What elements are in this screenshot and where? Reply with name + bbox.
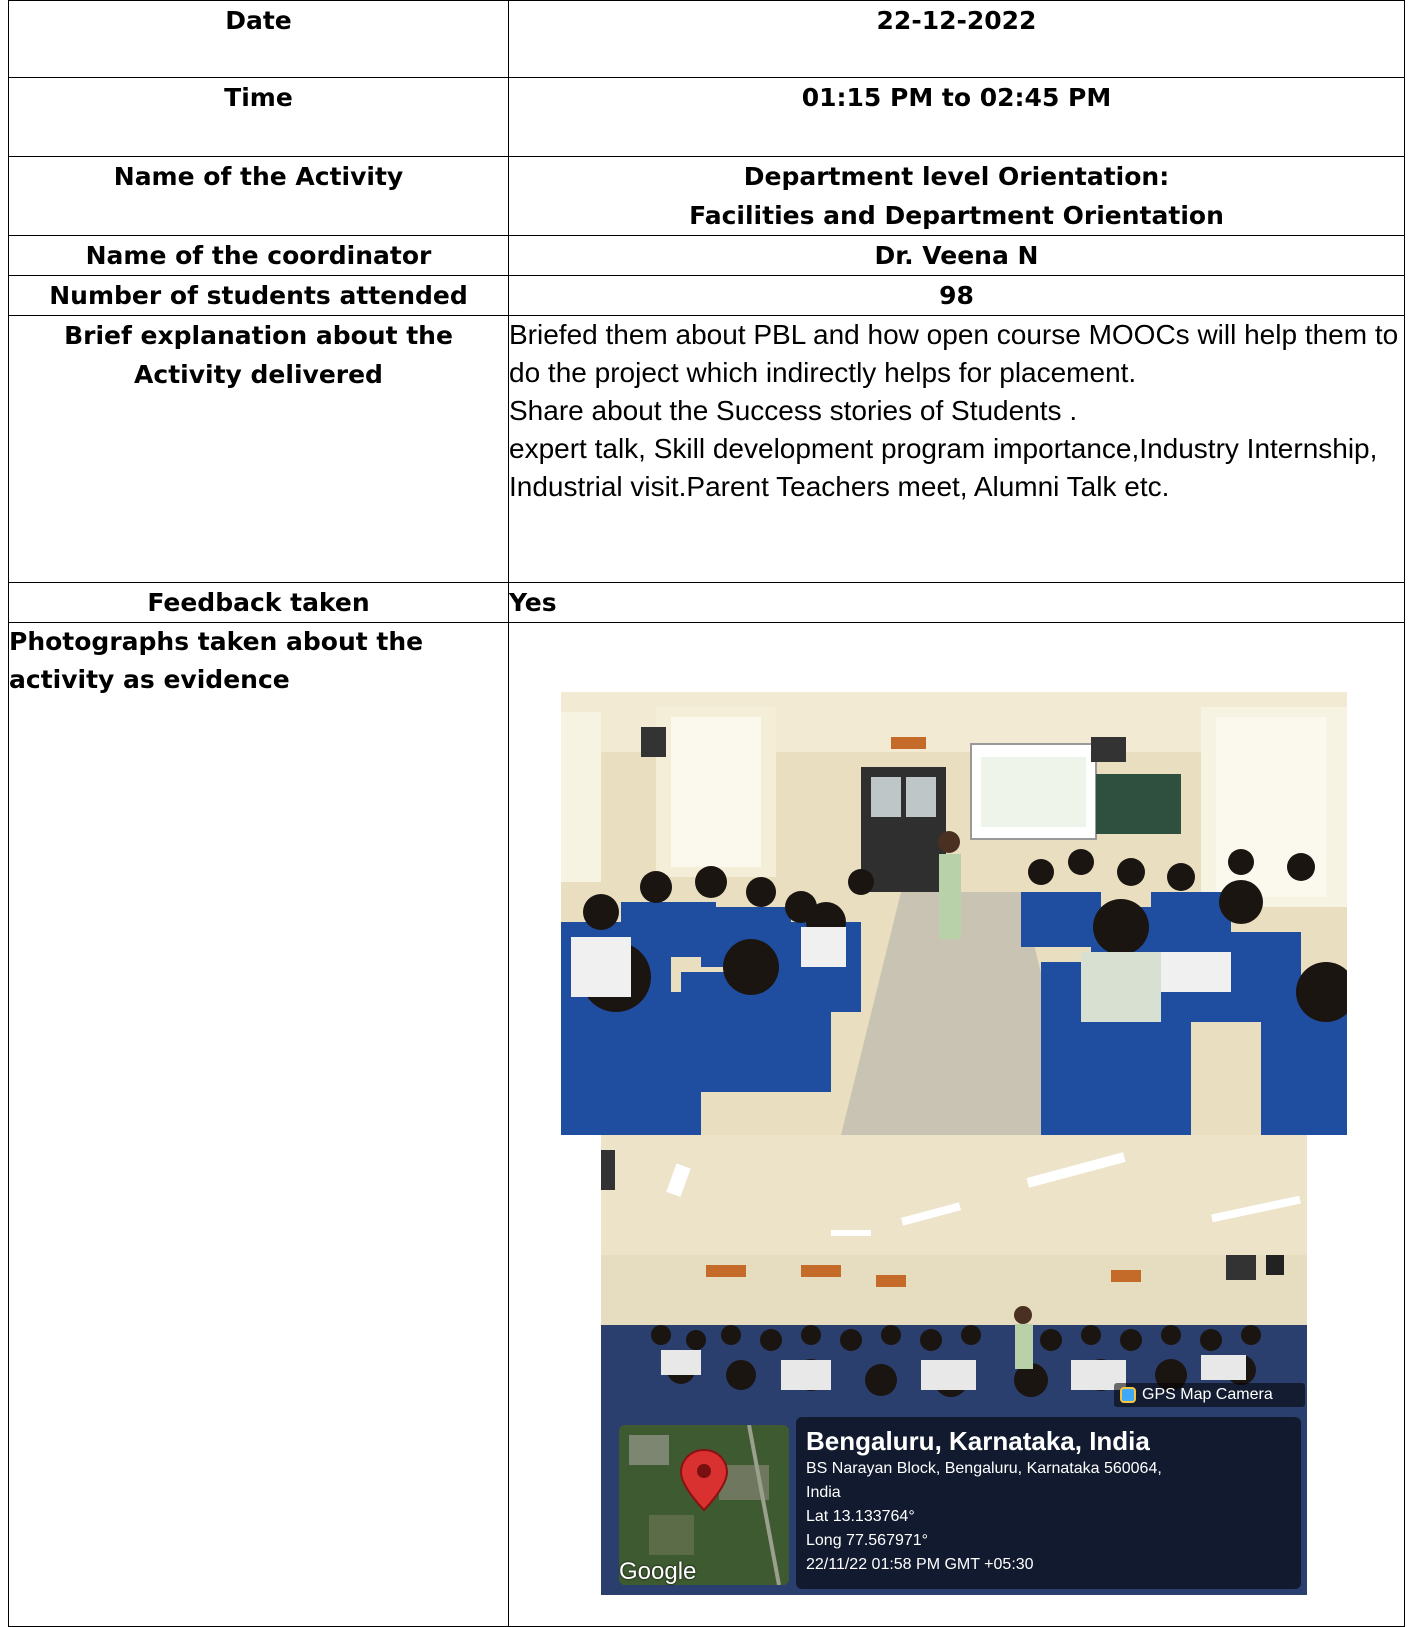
gps-address-line2: India	[806, 1484, 841, 1501]
activity-value	[509, 157, 1405, 236]
google-map-brand: Google	[619, 1558, 697, 1585]
explanation-label-line1: Brief explanation about the	[64, 321, 453, 350]
coordinator-value: Dr. Veena N	[509, 236, 1405, 276]
explanation-label	[9, 316, 509, 583]
time-label: Time	[9, 78, 509, 157]
row-time	[9, 78, 1405, 157]
gps-city: Bengaluru, Karnataka, India	[806, 1426, 1150, 1456]
classroom-photo-1-image	[561, 692, 1347, 1135]
gps-longitude: Long 77.567971°	[806, 1532, 929, 1549]
photographs-label-line1: Photographs taken about the	[9, 627, 424, 656]
photographs-label-line2: activity as evidence	[9, 665, 290, 694]
photographs-label	[9, 623, 509, 1627]
gps-tag-text: GPS Map Camera	[1142, 1386, 1273, 1403]
explanation-paragraph-3: expert talk, Skill development program importance,Industry Internship, Industrial visit.Parent Teachers meet, Alumni Talk etc.	[509, 433, 1378, 502]
explanation-text	[509, 316, 1405, 583]
students-value: 98	[509, 276, 1405, 316]
activity-value-line1: Department level Orientation:	[743, 162, 1170, 191]
gps-latitude: Lat 13.133764°	[806, 1508, 915, 1525]
row-coordinator	[9, 236, 1405, 276]
row-feedback	[9, 583, 1405, 623]
classroom-photo-1	[561, 692, 1347, 1135]
gps-location-info	[796, 1417, 1301, 1589]
gps-address-line1: BS Narayan Block, Bengaluru, Karnataka 560064,	[806, 1460, 1162, 1477]
row-students	[9, 276, 1405, 316]
date-value: 22-12-2022	[509, 1, 1405, 78]
students-label: Number of students attended	[9, 276, 509, 316]
explanation-paragraph-1: Briefed them about PBL and how open course MOOCs will help them to do the project which indirectly helps for placement.	[509, 319, 1399, 388]
classroom-photo-2	[601, 1135, 1307, 1595]
date-label: Date	[9, 1, 509, 78]
row-date	[9, 1, 1405, 78]
activity-value-line2: Facilities and Department Orientation	[689, 201, 1224, 230]
feedback-value: Yes	[509, 583, 1405, 623]
gps-camera-icon	[1120, 1387, 1136, 1403]
gps-timestamp: 22/11/22 01:58 PM GMT +05:30	[806, 1556, 1034, 1573]
feedback-label: Feedback taken	[9, 583, 509, 623]
explanation-paragraph-2: Share about the Success stories of Students .	[509, 395, 1078, 426]
row-activity	[9, 157, 1405, 236]
row-explanation	[9, 316, 1405, 583]
coordinator-label: Name of the coordinator	[9, 236, 509, 276]
gps-map-camera-tag	[1114, 1383, 1305, 1407]
time-value: 01:15 PM to 02:45 PM	[509, 78, 1405, 157]
explanation-label-line2: Activity delivered	[134, 360, 383, 389]
activity-label: Name of the Activity	[9, 157, 509, 236]
